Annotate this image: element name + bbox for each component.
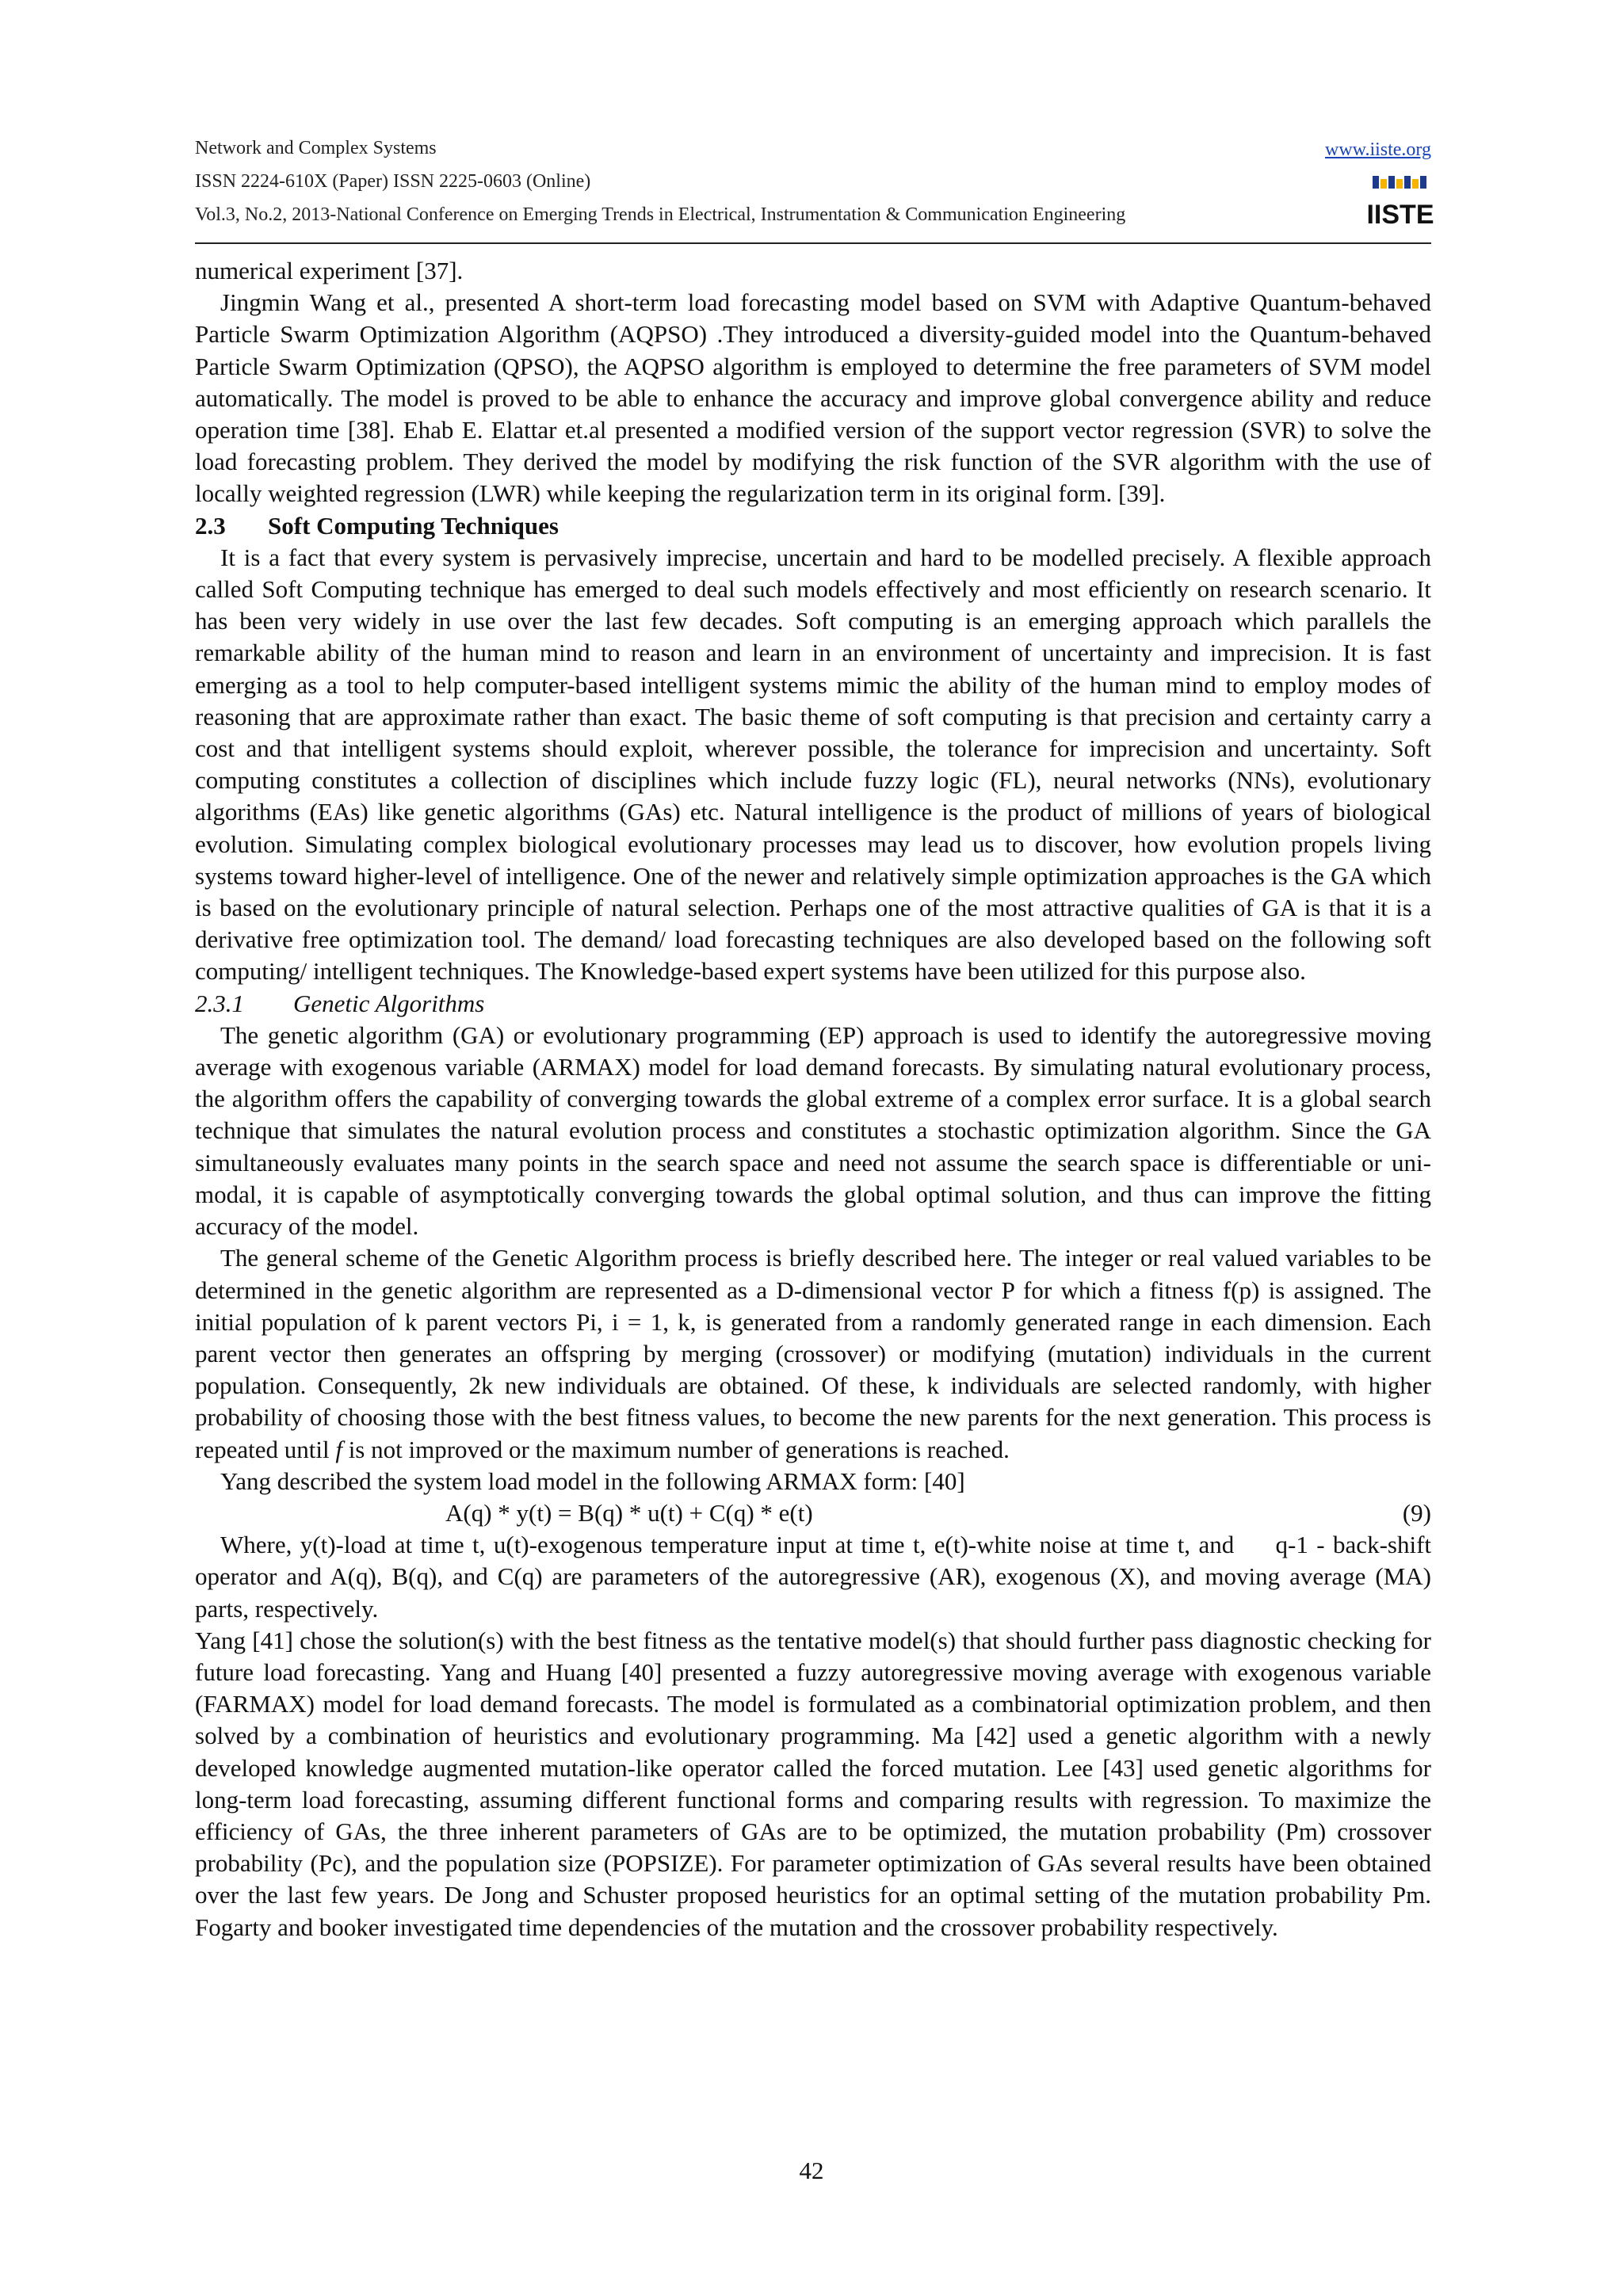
page-number: 42 xyxy=(799,2157,824,2184)
paragraph xyxy=(195,1529,1431,1625)
journal-name: Network and Complex Systems xyxy=(195,138,437,158)
paragraph-text: is not improved or the maximum number of generations is reached. xyxy=(342,1435,1010,1463)
subsection-number: 2.3.1 xyxy=(195,989,244,1017)
volume-line: Vol.3, No.2, 2013-National Conference on Emerging Trends in Electrical, Instrumentation & Communication Engineering xyxy=(195,204,1126,225)
section-heading xyxy=(195,510,1431,542)
header-rule xyxy=(195,242,1431,244)
fitness-symbol: f xyxy=(335,1435,342,1463)
subsection-heading xyxy=(195,988,1431,1020)
paragraph-text: Where, y(t)-load at time t, u(t)-exogenous temperature input at time t, e(t)-white noise at time t, and xyxy=(220,1531,1235,1559)
paragraph: The genetic algorithm (GA) or evolutionary programming (EP) approach is used to identify the autoregressive moving average with exogenous variable (ARMAX) model for load demand forecasts. By simulating natural evolutionary process, the algorithm offers the capability of converging towards the global extreme of a complex error surface. It is a global search technique that simulates the natural evolution process and constitutes a stochastic optimization algorithm. Since the GA simultaneously evaluates many points in the search space and need not assume the search space is differentiable or uni-modal, it is capable of asymptotically converging towards the global optimal solution, and thus can improve the fitting accuracy of the model. xyxy=(195,1020,1431,1241)
equation-expression: A(q) * y(t) = B(q) * u(t) + C(q) * e(t) xyxy=(445,1498,813,1527)
issn-line: ISSN 2224-610X (Paper) ISSN 2225-0603 (Online) xyxy=(195,171,591,192)
paragraph: It is a fact that every system is pervasively imprecise, uncertain and hard to be modelled precisely. A flexible approach called Soft Computing technique has emerged to deal such models effectively and most efficiently on research scenario. It has been very widely in use over the last few decades. Soft computing is an emerging approach which parallels the remarkable ability of the human mind to reason and learn in an environment of uncertainty and imprecision. It is fast emerging as a tool to help computer-based intelligent systems mimic the ability of the human mind to employ modes of reasoning that are approximate rather than exact. The basic theme of soft computing is that precision and certainty carry a cost and that intelligent systems should exploit, wherever possible, the tolerance for imprecision and uncertainty. Soft computing constitutes a collection of disciplines which include fuzzy logic (FL), neural networks (NNs), evolutionary algorithms (EAs) like genetic algorithms (GAs) etc. Natural intelligence is the product of millions of years of biological evolution. Simulating complex biological evolutionary processes may lead us to discover, how evolution propels living systems toward higher-level of intelligence. One of the newer and relatively simple optimization approaches is the GA which is based on the evolutionary principle of natural selection. Perhaps one of the most attractive qualities of GA is that it is a derivative free optimization tool. The demand/ load forecasting techniques are also developed based on the following soft computing/ intelligent techniques. The Knowledge-based expert systems have been utilized for this purpose also. xyxy=(195,543,1431,986)
paragraph: Jingmin Wang et al., presented A short-term load forecasting model based on SVM with Adaptive Quantum-behaved Particle Swarm Optimization Algorithm (AQPSO) .They introduced a diversity-guided model into the Quantum-behaved Particle Swarm Optimization (QPSO), the AQPSO algorithm is employed to determine the free parameters of SVM model automatically. The model is proved to be able to enhance the accuracy and improve global convergence ability and reduce operation time [38]. Ehab E. Elattar et.al presented a modified version of the support vector regression (SVR) to solve the load forecasting problem. They derived the model by modifying the risk function of the SVR algorithm with the use of locally weighted regression (LWR) while keeping the regularization term in its original form. [39]. xyxy=(195,288,1431,508)
paragraph-text: back-shift operator and A(q), B(q), and C(q) are parameters of the autoregressive (AR), exogenous (X), and moving average (MA) parts, respectively. xyxy=(195,1531,1432,1623)
equation-9 xyxy=(195,1497,1431,1529)
paragraph: Yang described the system load model in the following ARMAX form: [40] xyxy=(220,1466,965,1495)
article-body xyxy=(195,255,1431,1943)
journal-url-link[interactable]: www.iiste.org xyxy=(1325,139,1431,160)
section-title: Soft Computing Techniques xyxy=(268,511,559,540)
paragraph xyxy=(195,1242,1431,1465)
iiste-logo xyxy=(1366,176,1434,235)
subsection-title: Genetic Algorithms xyxy=(293,989,485,1017)
paragraph: Yang [41] chose the solution(s) with the best fitness as the tentative model(s) that should further pass diagnostic checking for future load forecasting. Yang and Huang [40] presented a fuzzy autoregressive moving average with exogenous variable (FARMAX) model for load demand forecasts. The model is formulated as a combinatorial optimization problem, and then solved by a combination of heuristics and evolutionary programming. Ma [42] used a genetic algorithm with a newly developed knowledge augmented mutation-like operator called the forced mutation. Lee [43] used genetic algorithms for long-term load forecasting, assuming different functional forms and comparing results with regression. To maximize the efficiency of GAs, the three inherent parameters of GAs are to be optimized, the mutation probability (Pm) crossover probability (Pc), and the population size (POPSIZE). For parameter optimization of GAs several results have been obtained over the last few years. De Jong and Schuster proposed heuristics for an optimal setting of the mutation probability Pm. Fogarty and booker investigated time dependencies of the mutation and the crossover probability respectively. xyxy=(195,1626,1431,1941)
section-number: 2.3 xyxy=(195,511,226,540)
logo-text: IISTE xyxy=(1366,200,1434,230)
paragraph-text: The general scheme of the Genetic Algorithm process is briefly described here. The integer or real valued variables to be determined in the genetic algorithm are represented as a D-dimensional vector P for which a fitness f(p) is assigned. The initial population of k parent vectors Pi, i = 1, k, is generated from a randomly generated range in each dimension. Each parent vector then generates an offspring by merging (crossover) or modifying (mutation) individuals in the current population. Consequently, 2k new individuals are obtained. Of these, k individuals are selected randomly, with higher probability of choosing those with the best fitness values, to become the new parents for the next generation. This process is repeated until xyxy=(195,1244,1431,1463)
paragraph: numerical experiment [37]. xyxy=(195,257,464,284)
backshift-operator: q-1 - xyxy=(1275,1531,1325,1559)
equation-number: (9) xyxy=(1402,1498,1431,1527)
